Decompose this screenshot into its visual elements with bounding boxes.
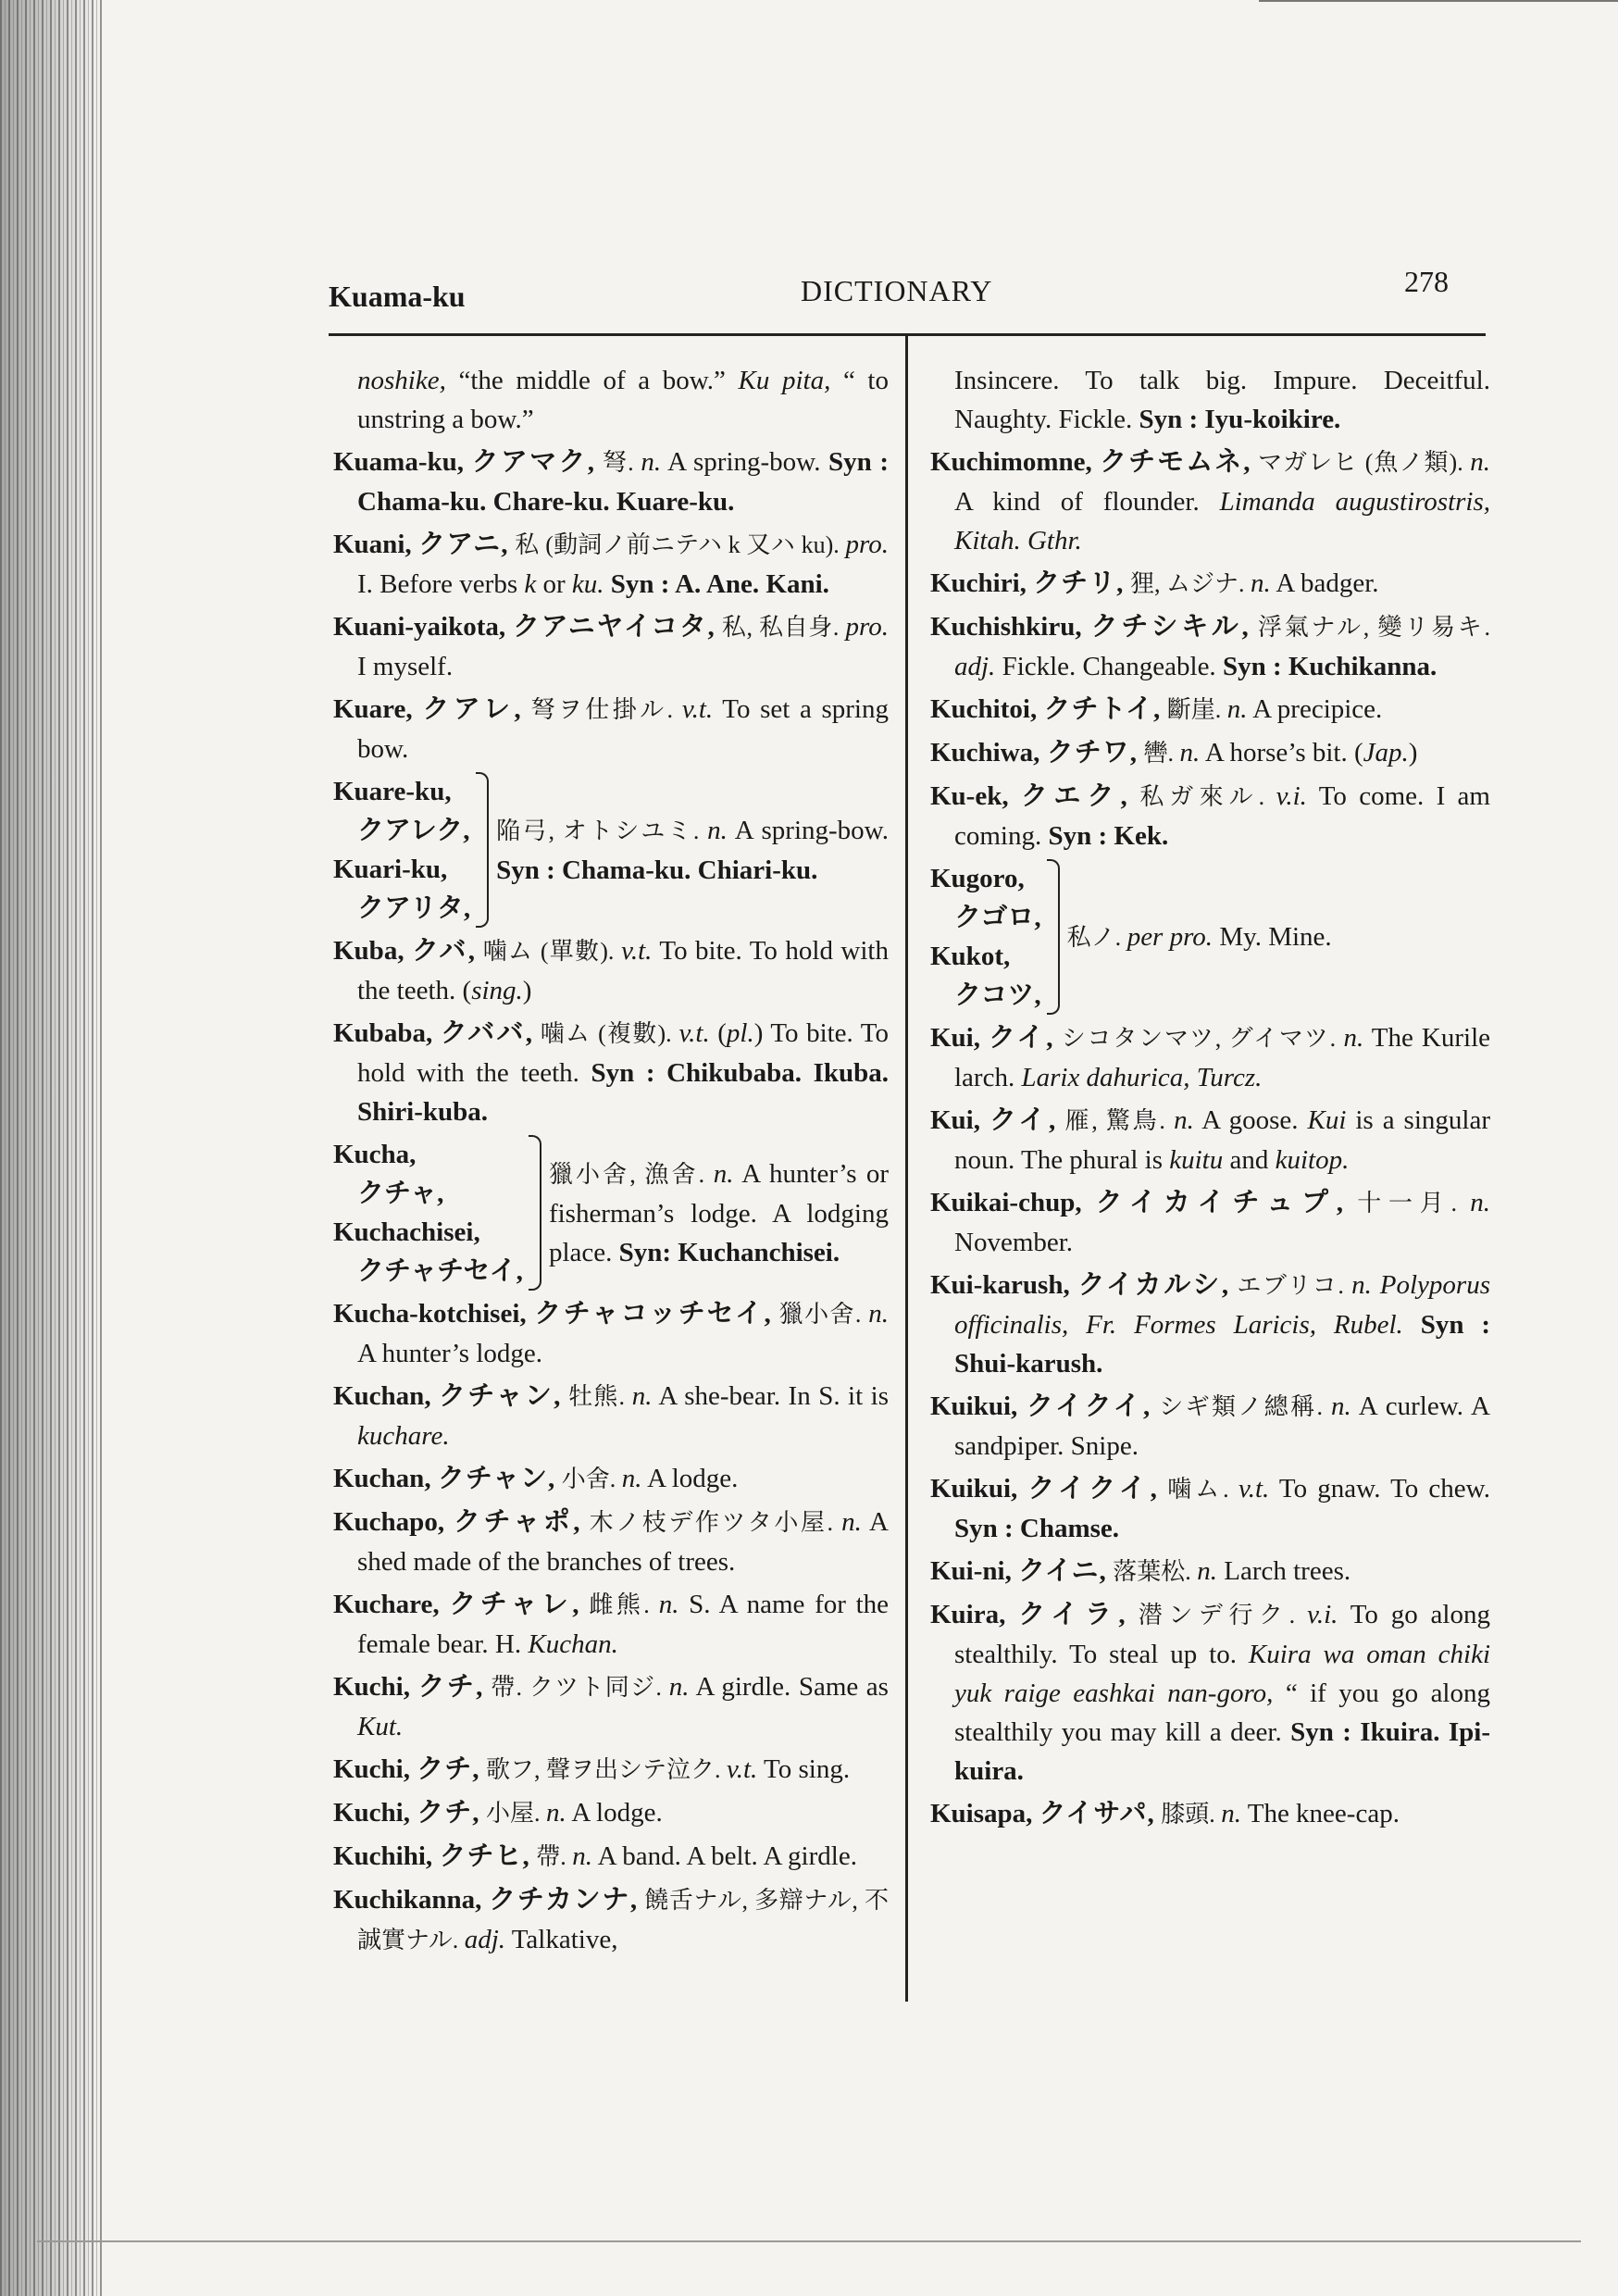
continued-entry — [333, 361, 889, 439]
italic-text: noshike, — [357, 366, 446, 395]
katakana: クアニヤイコタ, — [512, 612, 716, 642]
grouped-headword: Kuchachisei, — [333, 1217, 480, 1247]
definition-text: “ to unstring a bow.” — [357, 366, 889, 434]
italic-text: per pro. — [1126, 921, 1214, 952]
japanese-gloss: 狸, ムジナ. — [1124, 570, 1251, 597]
italic-text: Kuchan. — [528, 1629, 618, 1659]
katakana: クチシキル, — [1090, 612, 1250, 642]
japanese-gloss: 噛ム (複數). — [533, 1020, 679, 1047]
definition-text: A goose. — [1193, 1105, 1308, 1135]
katakana: クエク, — [1020, 781, 1128, 811]
definition-text: A hunter’s lodge. — [357, 1339, 543, 1368]
definition-text: A horse’s bit. ( — [1200, 738, 1363, 767]
italic-text: adj. — [464, 1925, 506, 1954]
headword: Kuchimomne, — [930, 447, 1101, 477]
italic-text: n. — [1470, 1188, 1490, 1217]
italic-text: v.i. — [1276, 781, 1307, 811]
grouped-definition — [549, 1154, 889, 1272]
headword: Kuchan, — [333, 1381, 440, 1411]
definition-text: A girdle. Same as — [689, 1672, 889, 1702]
dictionary-entry — [333, 1585, 889, 1664]
left-column — [333, 361, 889, 1964]
definition-text: Talkative, — [505, 1925, 618, 1954]
definition-text: A badger. — [1270, 568, 1379, 598]
definition-text: S. A name for the female bear. H. — [357, 1590, 890, 1659]
italic-text: n. — [668, 1672, 690, 1702]
italic-text: kuchare. — [357, 1421, 450, 1451]
katakana: クイ, — [989, 1105, 1057, 1135]
japanese-gloss: 十一月. — [1344, 1190, 1471, 1217]
definition-text: To set a spring bow. — [357, 694, 889, 764]
italic-text: v.i. — [1307, 1600, 1338, 1629]
katakana: クババ, — [440, 1018, 534, 1048]
headword: Kuikui, — [930, 1391, 1027, 1421]
italic-text: n. — [641, 447, 662, 477]
brace — [1047, 859, 1060, 1015]
headword: Kui-ni, — [930, 1556, 1019, 1586]
dictionary-entry — [333, 525, 889, 604]
japanese-gloss: 小屋. — [479, 1800, 547, 1827]
japanese-gloss: 小舍. — [555, 1466, 622, 1492]
grouped-entry — [930, 859, 1490, 1015]
dictionary-entry — [333, 1377, 889, 1455]
definition-text: A kind of flounder. — [954, 487, 1220, 517]
definition-text: A band. A belt. A girdle. — [591, 1841, 857, 1871]
grouped-headword: Kukot, — [930, 942, 1011, 971]
japanese-gloss: 私ガ來ル. — [1127, 783, 1276, 810]
italic-text: Ku pita, — [738, 366, 831, 395]
dictionary-entry — [930, 733, 1490, 773]
headword: Kuchare, — [333, 1590, 450, 1619]
japanese-gloss: 獵小舍, 漁舍. — [548, 1160, 714, 1188]
japanese-gloss: 噛ム. — [1157, 1476, 1239, 1503]
headword: Kuchan, — [333, 1464, 438, 1493]
synonyms: Syn : Chama-ku. Chare-ku. Kuare-ku. — [357, 447, 889, 517]
katakana: クチャコッチセイ, — [534, 1299, 772, 1329]
grouped-headword: クチャ, — [357, 1179, 444, 1208]
definition-text: The Kurile larch. — [954, 1023, 1490, 1092]
italic-text: k — [524, 569, 537, 599]
headword: Kuisapa, — [930, 1799, 1039, 1828]
definition-text: A spring-bow. — [661, 447, 829, 477]
italic-text: v.t. — [681, 694, 714, 724]
definition-text: To sing. — [757, 1754, 851, 1784]
running-head-left: Kuama-ku — [329, 280, 466, 313]
definition-text: The knee-cap. — [1241, 1799, 1400, 1828]
italic-text: kuitu — [1169, 1145, 1224, 1175]
italic-text: Kui — [1307, 1105, 1347, 1135]
italic-text: n. — [1179, 738, 1201, 767]
headword: Kuani-yaikota, — [333, 612, 513, 642]
katakana: クアニ, — [418, 530, 509, 559]
grouped-headword: Kugoro, — [930, 864, 1025, 893]
dictionary-entry — [333, 1667, 889, 1746]
dictionary-entry — [333, 931, 889, 1010]
grouped-entry — [333, 772, 889, 928]
headword: Kuani, — [333, 530, 419, 559]
italic-text: adj. — [954, 652, 996, 681]
katakana: クチャン, — [437, 1464, 556, 1493]
japanese-gloss: 噛ム (單數). — [476, 938, 622, 965]
japanese-gloss: 帶. クツト同ジ. — [483, 1674, 669, 1701]
katakana: クイサパ, — [1039, 1799, 1155, 1828]
katakana: クイラ, — [1018, 1600, 1126, 1629]
japanese-gloss: 轡. — [1137, 740, 1180, 767]
headword: Kui, — [930, 1023, 989, 1053]
japanese-gloss: 落葉松. — [1106, 1558, 1198, 1585]
italic-text: n. — [1174, 1105, 1194, 1135]
definition-text: I. Before verbs — [357, 569, 525, 599]
headword: Kucha-kotchisei, — [333, 1299, 535, 1329]
headword: Kubaba, — [333, 1018, 441, 1048]
dictionary-entry — [333, 443, 889, 521]
synonyms: Syn : Chikubaba. Ikuba. Shiri-kuba. — [357, 1058, 889, 1127]
synonyms: Syn: Kuchanchisei. — [618, 1237, 840, 1267]
definition-text: A hunter’s or fisherman’s lodge. A lodging place. — [548, 1158, 889, 1267]
definition-text: A shed made of the branches of trees. — [357, 1507, 889, 1577]
dictionary-entry — [930, 1266, 1490, 1383]
katakana: クチ, — [417, 1754, 480, 1784]
definition-text: ) — [1408, 738, 1418, 767]
italic-text: Larix dahurica, Turcz. — [1021, 1063, 1263, 1092]
katakana: クチャポ, — [453, 1507, 581, 1537]
japanese-gloss: 私, 私自身. — [715, 614, 846, 641]
definition-text: “the middle of a bow.” — [445, 366, 739, 395]
synonyms: Syn : Kuchikanna. — [1222, 652, 1438, 681]
continued-entry — [930, 361, 1490, 439]
headword: Kuchikanna, — [333, 1885, 490, 1915]
italic-text: pro. — [845, 530, 889, 559]
dictionary-entry — [333, 1014, 889, 1131]
dictionary-entry — [930, 1101, 1490, 1179]
page-header — [329, 259, 1486, 324]
grouped-headwords — [333, 772, 476, 928]
headword: Kuchi, — [333, 1672, 418, 1702]
headword: Kuare, — [333, 694, 423, 724]
definition-text: To go along stealthily. To steal up to. — [954, 1600, 1490, 1669]
katakana: クイカイチュプ, — [1095, 1188, 1345, 1217]
katakana: クチカンナ, — [489, 1885, 639, 1915]
definition-text: “ if you go along stealthily you may kill a deer. — [954, 1678, 1490, 1747]
dictionary-entry — [930, 1552, 1490, 1591]
grouped-headword: クアレク, — [357, 816, 470, 845]
grouped-headword: クゴロ, — [954, 903, 1041, 932]
italic-text: v.t. — [1238, 1474, 1270, 1504]
definition-text: ) — [522, 976, 532, 1005]
dictionary-entry — [930, 1018, 1490, 1097]
dictionary-entry — [333, 1880, 889, 1960]
definition-text: Larch trees. — [1217, 1556, 1351, 1586]
definition-text: To gnaw. To chew. — [1269, 1474, 1490, 1504]
definition-text: ( — [709, 1018, 727, 1048]
japanese-gloss: 歌フ, 聲ヲ出シテ泣ク. — [479, 1756, 728, 1783]
italic-text: ku. — [571, 569, 604, 599]
dictionary-entry — [930, 1183, 1490, 1262]
dictionary-entry — [333, 690, 889, 768]
headword: Kuchi, — [333, 1798, 417, 1828]
italic-text: v.t. — [678, 1018, 710, 1048]
italic-text: v.t. — [727, 1754, 758, 1784]
definition-text: ) To bite. To hold with the teeth. — [357, 1018, 889, 1088]
japanese-gloss: 弩ヲ仕掛ル. — [521, 696, 682, 723]
running-head-title: DICTIONARY — [801, 274, 993, 307]
japanese-gloss: 獵小舍. — [771, 1301, 869, 1328]
headword: Kuikai-chup, — [930, 1188, 1096, 1217]
katakana: クイニ, — [1018, 1556, 1107, 1586]
katakana: クチャレ, — [449, 1590, 580, 1619]
katakana: クイ, — [989, 1023, 1054, 1053]
headword: Kuira, — [930, 1600, 1019, 1629]
brace — [529, 1135, 541, 1291]
grouped-headword: クコツ, — [954, 980, 1041, 1010]
definition-text: To come. I am coming. — [954, 781, 1490, 851]
katakana: クチトイ, — [1043, 694, 1162, 724]
definition-text: Fickle. Changeable. — [995, 652, 1223, 681]
italic-text: n. — [1330, 1391, 1351, 1421]
definition-text: A curlew. A sandpiper. Snipe. — [954, 1391, 1490, 1461]
italic-text: n. — [1343, 1023, 1364, 1053]
dictionary-entry — [333, 1837, 889, 1877]
definition-text: A lodge. — [566, 1798, 663, 1828]
headword: Kuchi, — [333, 1754, 417, 1784]
japanese-gloss: 潜ンデ行ク. — [1126, 1602, 1308, 1628]
katakana: クイクイ, — [1027, 1474, 1158, 1504]
italic-text: n. — [713, 1158, 734, 1189]
japanese-gloss: 木ノ枝デ作ツタ小屋. — [580, 1509, 842, 1536]
definition-text: I myself. — [357, 652, 454, 681]
synonyms: Syn : Shui-karush. — [954, 1310, 1491, 1379]
bottom-edge-line — [37, 2240, 1581, 2242]
japanese-gloss: 帶. — [529, 1843, 573, 1870]
definition-text — [604, 569, 611, 599]
italic-text: Limanda augustirostris, Kitah. Gthr. — [954, 487, 1490, 555]
katakana: クチ, — [417, 1672, 484, 1702]
katakana: クチ, — [417, 1798, 480, 1828]
headword: Ku-ek, — [930, 781, 1021, 811]
grouped-headword: Kuari-ku, — [333, 855, 448, 884]
headword: Kuchiwa, — [930, 738, 1047, 767]
japanese-gloss: 饒舌ナル, 多辯ナル, 不誠實ナル. — [357, 1887, 889, 1953]
definition-text: A precipice. — [1247, 694, 1383, 724]
grouped-entry — [333, 1135, 889, 1291]
definition-text: My. Mine. — [1213, 921, 1332, 952]
definition-text: November. — [954, 1228, 1074, 1257]
synonyms: Syn : A. Ane. Kani. — [610, 569, 829, 599]
dictionary-entry — [333, 1459, 889, 1499]
katakana: クバ, — [412, 936, 477, 966]
katakana: クチワ, — [1046, 738, 1138, 767]
dictionary-entry — [930, 1794, 1490, 1834]
japanese-gloss: シコタンマツ, グイマツ. — [1053, 1025, 1344, 1052]
italic-text: n. — [1226, 694, 1248, 724]
dictionary-entry — [333, 1503, 889, 1581]
synonyms: Syn : Ikuira. Ipi-kuira. — [954, 1717, 1491, 1786]
dictionary-entry — [333, 1294, 889, 1373]
synonyms: Syn : Kek. — [1048, 821, 1169, 851]
dictionary-entry — [930, 690, 1490, 730]
japanese-gloss: 陥弓, オトシユミ. — [496, 817, 708, 844]
japanese-gloss: マガレヒ (魚ノ類). — [1251, 449, 1471, 476]
headword: Kuchitoi, — [930, 694, 1044, 724]
dictionary-entry — [930, 443, 1490, 560]
italic-text: n. — [546, 1798, 566, 1828]
japanese-gloss: 斷崖. — [1161, 696, 1227, 723]
definition-text — [1403, 1310, 1421, 1340]
italic-text: Jap. — [1363, 738, 1409, 767]
page-number: 278 — [1404, 265, 1449, 298]
synonyms: Syn : Iyu-koikire. — [1139, 405, 1341, 434]
italic-text: v.t. — [621, 936, 653, 966]
headword: Kuikui, — [930, 1474, 1028, 1504]
japanese-gloss: 雁, 驚鳥. — [1056, 1107, 1175, 1134]
japanese-gloss: 浮氣ナル, 變リ易キ. — [1249, 614, 1491, 641]
grouped-headwords — [333, 1135, 529, 1291]
brace — [476, 772, 489, 928]
dictionary-entry — [930, 564, 1490, 604]
japanese-gloss: シギ類ノ總稱. — [1151, 1393, 1331, 1420]
grouped-headword: Kuare-ku, — [333, 777, 452, 806]
katakana: クイクイ, — [1026, 1391, 1151, 1421]
headword: Kuba, — [333, 936, 413, 966]
dictionary-entry — [333, 1793, 889, 1833]
italic-text: n. — [658, 1590, 679, 1619]
definition-text: is a singular noun. The phural is — [954, 1105, 1490, 1175]
italic-text: pl. — [726, 1018, 754, 1048]
katakana: クアレ, — [422, 694, 522, 724]
dictionary-entry — [930, 1595, 1490, 1791]
headword: Kuchihi, — [333, 1841, 440, 1871]
italic-text: n. — [1197, 1556, 1217, 1586]
book-binding-edge — [0, 0, 102, 2296]
grouped-definition — [1067, 917, 1490, 957]
italic-text: n. — [868, 1299, 889, 1329]
katakana: クチモムネ, — [1100, 447, 1251, 477]
grouped-headword: クチャチセイ, — [357, 1256, 523, 1286]
definition-text: A spring-bow. — [727, 815, 889, 845]
italic-text: n. — [1470, 447, 1490, 477]
column-divider — [905, 335, 908, 2002]
katakana: クイカルシ, — [1077, 1270, 1230, 1300]
definition-text: A she-bear. In S. it is — [652, 1381, 889, 1411]
headword: Kuchishkiru, — [930, 612, 1091, 642]
headword: Kuchiri, — [930, 568, 1034, 598]
definition-text: and — [1223, 1145, 1276, 1175]
katakana: クチヒ, — [439, 1841, 530, 1871]
right-column — [930, 361, 1490, 1838]
italic-text: pro. — [845, 612, 889, 642]
italic-text: n. — [572, 1841, 592, 1871]
headword: Kui-karush, — [930, 1270, 1078, 1300]
dictionary-entry — [333, 1750, 889, 1790]
japanese-gloss: 弩. — [595, 449, 641, 476]
top-edge-line — [1259, 0, 1618, 2]
italic-text: Kuira wa oman chiki yuk raige eashkai nan-goro, — [954, 1640, 1490, 1708]
japanese-gloss: 牡熊. — [561, 1383, 632, 1410]
definition-text: or — [536, 569, 572, 599]
italic-text: Kut. — [357, 1712, 404, 1741]
katakana: クアマク, — [471, 447, 596, 477]
dictionary-entry — [930, 1387, 1490, 1466]
italic-text: n. — [1221, 1799, 1241, 1828]
katakana: クチリ, — [1033, 568, 1125, 598]
grouped-headword: クアリタ, — [357, 893, 471, 923]
italic-text: n. Polyporus officinalis, Fr. Formes Laricis, Rubel. — [954, 1270, 1490, 1340]
katakana: クチャン, — [439, 1381, 562, 1411]
japanese-gloss: 雌熊. — [579, 1591, 659, 1618]
dictionary-entry — [930, 1469, 1490, 1548]
dictionary-entry — [930, 607, 1490, 686]
japanese-gloss: 私 (動詞ノ前ニテハ k 又ハ ku). — [508, 531, 846, 558]
grouped-definition — [496, 811, 889, 890]
italic-text: sing. — [471, 976, 523, 1005]
grouped-headwords — [930, 859, 1047, 1015]
headword: Kuchapo, — [333, 1507, 454, 1537]
grouped-headword: Kucha, — [333, 1140, 417, 1169]
italic-text: kuitop. — [1275, 1145, 1350, 1175]
synonyms: Syn : Chama-ku. Chiari-ku. — [496, 855, 818, 885]
definition-text: To bite. To hold with the teeth. ( — [357, 936, 889, 1005]
italic-text: n. — [631, 1381, 653, 1411]
italic-text: n. — [621, 1464, 642, 1493]
japanese-gloss: 膝頭. — [1154, 1801, 1222, 1828]
definition-text: A lodge. — [641, 1464, 739, 1493]
definition-text: Insincere. To talk big. Impure. Deceitful. Naughty. Fickle. — [954, 366, 1490, 434]
headword: Kuama-ku, — [333, 447, 472, 477]
japanese-gloss: エブリコ. — [1229, 1272, 1352, 1299]
dictionary-entry — [333, 607, 889, 686]
dictionary-entry — [930, 777, 1490, 855]
italic-text: n. — [707, 815, 728, 845]
japanese-gloss: 私ノ. — [1066, 923, 1127, 951]
synonyms: Syn : Chamse. — [954, 1514, 1120, 1543]
headword: Kui, — [930, 1105, 989, 1135]
italic-text: n. — [1250, 568, 1271, 598]
italic-text: n. — [841, 1507, 862, 1537]
